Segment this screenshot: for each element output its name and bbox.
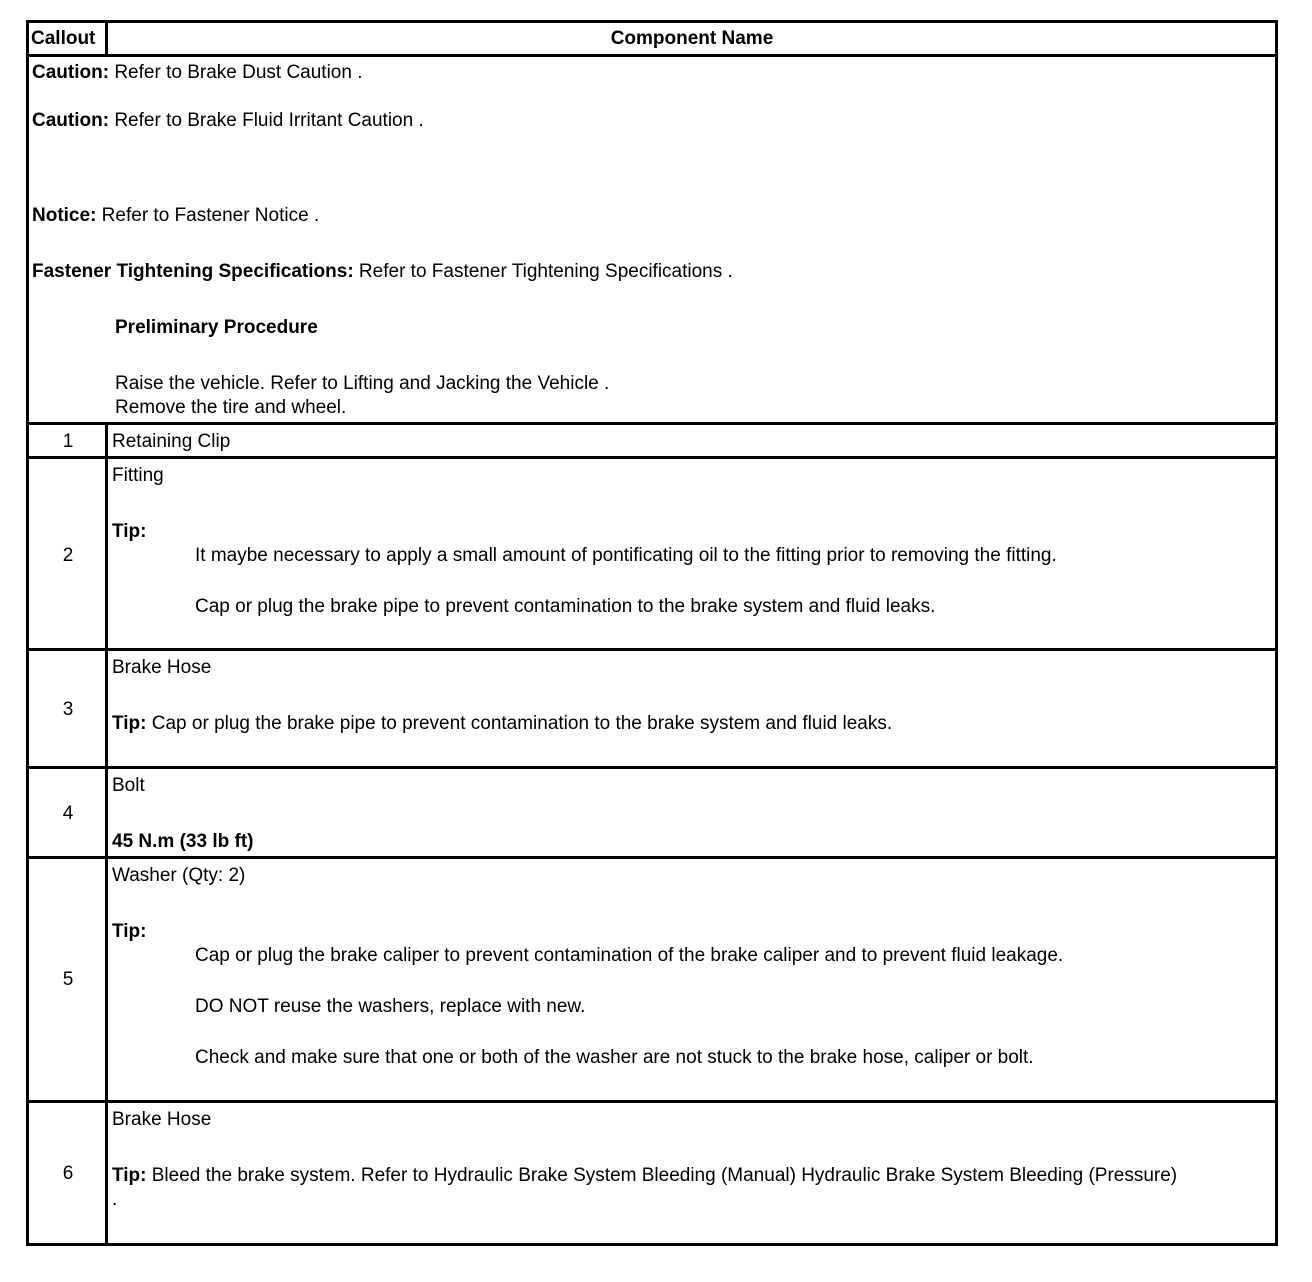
caution-label: Caution: (32, 62, 110, 83)
header-divider (26, 54, 1278, 57)
caution-brake-fluid (32, 110, 424, 132)
tip-label: Tip: (112, 713, 147, 734)
notice-text: Refer to Fastener Notice . (96, 205, 320, 226)
tip-text-continuation: . (112, 1189, 118, 1210)
tip-text: It maybe necessary to apply a small amount of pontificating oil to the fitting prior to removing the fitting. (195, 545, 1057, 566)
tip-label: Tip: (112, 1165, 147, 1186)
preliminary-step: Raise the vehicle. Refer to Lifting and Jacking the Vehicle . (115, 373, 610, 394)
component-name: Fitting (112, 465, 164, 486)
callout-number: 1 (62, 431, 74, 452)
caution-brake-dust (32, 62, 363, 84)
row-divider (26, 456, 1278, 459)
intro-divider (26, 422, 1278, 425)
notice-fastener (32, 205, 319, 227)
callout-number: 4 (62, 803, 74, 824)
tip-line (112, 713, 892, 735)
component-name: Brake Hose (112, 1109, 212, 1130)
callout-number: 6 (62, 1163, 74, 1184)
tip-text: Cap or plug the brake pipe to prevent contamination to the brake system and fluid leaks. (195, 596, 936, 617)
header-callout: Callout (31, 28, 96, 49)
tip-text: Bleed the brake system. Refer to Hydraulic Brake System Bleeding (Manual) Hydraulic Brake System Bleeding (Pressure) (146, 1165, 1178, 1186)
component-name: Washer (Qty: 2) (112, 865, 246, 886)
fastener-specs (32, 261, 733, 283)
callout-number: 2 (62, 545, 74, 566)
tip-text: DO NOT reuse the washers, replace with new. (195, 996, 586, 1017)
fastener-text: Refer to Fastener Tightening Specifications . (353, 261, 733, 282)
tip-text: Check and make sure that one or both of the washer are not stuck to the brake hose, caliper or bolt. (195, 1047, 1034, 1068)
tip-label: Tip: (112, 921, 147, 942)
fastener-label: Fastener Tightening Specifications: (32, 261, 354, 282)
caution-text: Refer to Brake Fluid Irritant Caution . (109, 110, 424, 131)
header-component-name: Component Name (610, 28, 774, 49)
callout-number: 3 (62, 699, 74, 720)
caution-label: Caution: (32, 110, 110, 131)
tip-label: Tip: (112, 521, 147, 542)
caution-text: Refer to Brake Dust Caution . (109, 62, 363, 83)
callout-number: 5 (62, 969, 74, 990)
component-name: Retaining Clip (112, 431, 231, 452)
preliminary-step: Remove the tire and wheel. (115, 397, 347, 418)
tip-line (112, 1165, 1177, 1187)
row-divider (26, 648, 1278, 651)
component-name: Bolt (112, 775, 145, 796)
tip-text: Cap or plug the brake caliper to prevent contamination of the brake caliper and to prevent fluid leakage. (195, 945, 1064, 966)
row-divider (26, 766, 1278, 769)
row-divider (26, 1100, 1278, 1103)
torque-spec: 45 N.m (33 lb ft) (112, 831, 254, 852)
tip-text: Cap or plug the brake pipe to prevent contamination to the brake system and fluid leaks. (146, 713, 893, 734)
preliminary-procedure-heading: Preliminary Procedure (115, 317, 318, 338)
row-divider (26, 856, 1278, 859)
notice-label: Notice: (32, 205, 97, 226)
component-name: Brake Hose (112, 657, 212, 678)
